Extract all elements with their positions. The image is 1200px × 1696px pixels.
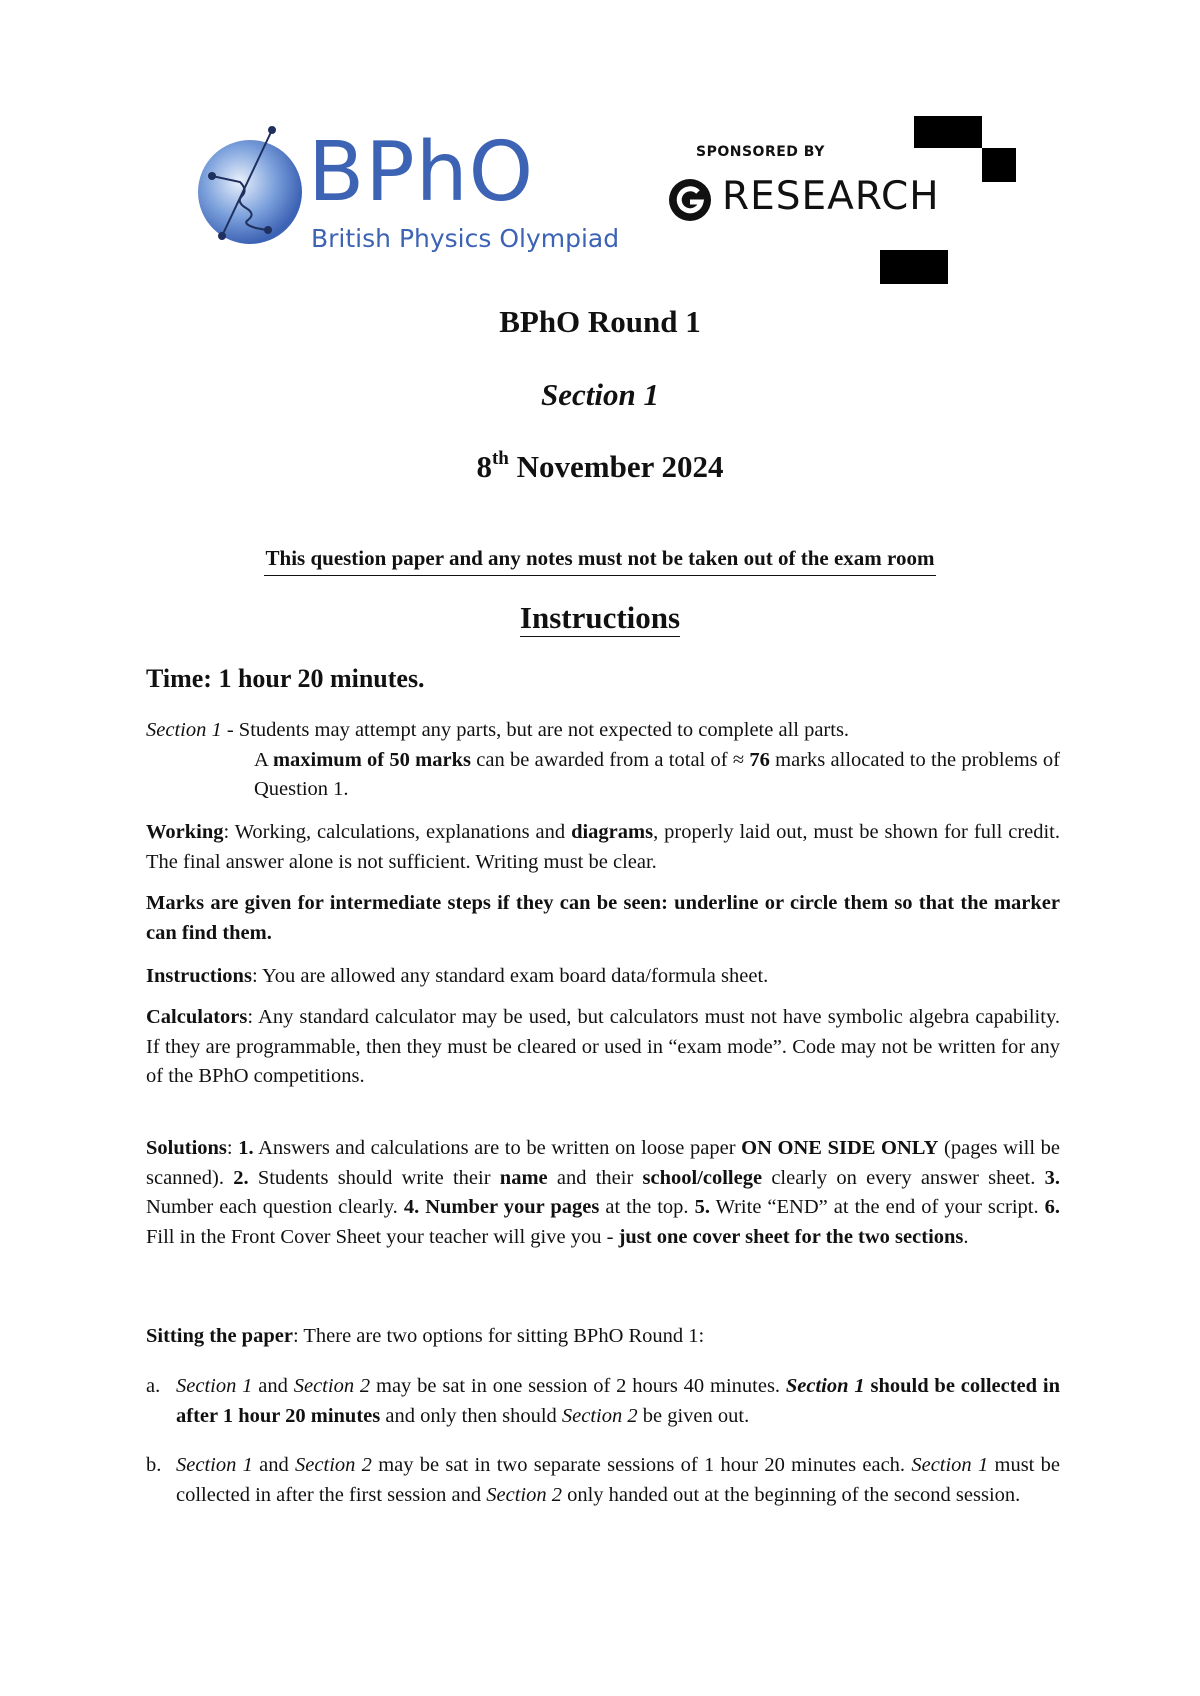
exam-room-warning: This question paper and any notes must not be taken out of the exam room — [0, 546, 1200, 571]
instructions-heading: Instructions — [519, 600, 681, 635]
option-b: b. Section 1 and Section 2 may be sat in two separate sessions of 1 hour 20 minutes each. Section 1 must be collected in after the first session and Section 2 only handed out at the beginning of the second session. — [146, 1451, 1060, 1510]
sponsor-block — [880, 250, 948, 284]
working-paragraph: Working: Working, calculations, explanations and diagrams, properly laid out, must be shown for full credit. The final answer alone is not sufficient. Writing must be clear. — [146, 821, 1061, 873]
sponsor-block — [914, 116, 982, 148]
time-allowed: Time: 1 hour 20 minutes. — [146, 664, 425, 693]
option-b-marker: b. — [146, 1454, 162, 1476]
sponsor-block — [982, 148, 1016, 182]
bpho-logo-subtitle: British Physics Olympiad — [311, 224, 620, 253]
solutions-paragraph: Solutions: 1. Answers and calculations are to be written on loose paper ON ONE SIDE ONLY (pages will be scanned). 2. Students should write their name and their school/college clearly on every answer sheet. 3. Number each question clearly. 4. Number your pages at the top. 5. Write “END” at the end of your script. 6. Fill in the Front Cover Sheet your teacher will give you - just one cover sheet for the two sections. — [146, 1137, 1060, 1248]
section-title: Section 1 — [541, 377, 659, 412]
sponsor-logo — [668, 114, 1028, 294]
exam-date: 8th November 2024 — [476, 448, 724, 484]
exam-title: BPhO Round 1 — [499, 304, 701, 339]
bpho-globe-icon — [196, 124, 308, 254]
sitting-paragraph: Sitting the paper: There are two options for sitting BPhO Round 1: — [146, 1325, 705, 1347]
bpho-logo — [196, 124, 636, 264]
bpho-logo-title: BPhO — [308, 125, 535, 220]
option-a: a. Section 1 and Section 2 may be sat in one session of 2 hours 40 minutes. Section 1 should be collected in after 1 hour 20 minutes and only then should Section 2 be given out. — [146, 1372, 1060, 1431]
calculators-paragraph: Calculators: Any standard calculator may be used, but calculators must not have symbolic algebra capability. If they are programmable, then they must be cleared or used in “exam mode”. Code may not be written for any of the BPhO competitions. — [146, 1006, 1060, 1087]
section-rule: Section 1 - Students may attempt any parts, but are not expected to complete all parts. A maximum of 50 marks can be awarded from a total of ≈ 76 marks allocated to the problems of Question 1. — [146, 719, 1060, 800]
sponsor-label: SPONSORED BY — [696, 144, 825, 160]
g-research-icon — [668, 178, 712, 222]
marks-note: Marks are given for intermediate steps if they can be seen: underline or circle them so that the marker can find them. — [146, 892, 1060, 944]
sponsor-name: RESEARCH — [722, 174, 940, 219]
option-a-marker: a. — [146, 1375, 161, 1397]
instructions-paragraph: Instructions: You are allowed any standard exam board data/formula sheet. — [146, 965, 769, 987]
